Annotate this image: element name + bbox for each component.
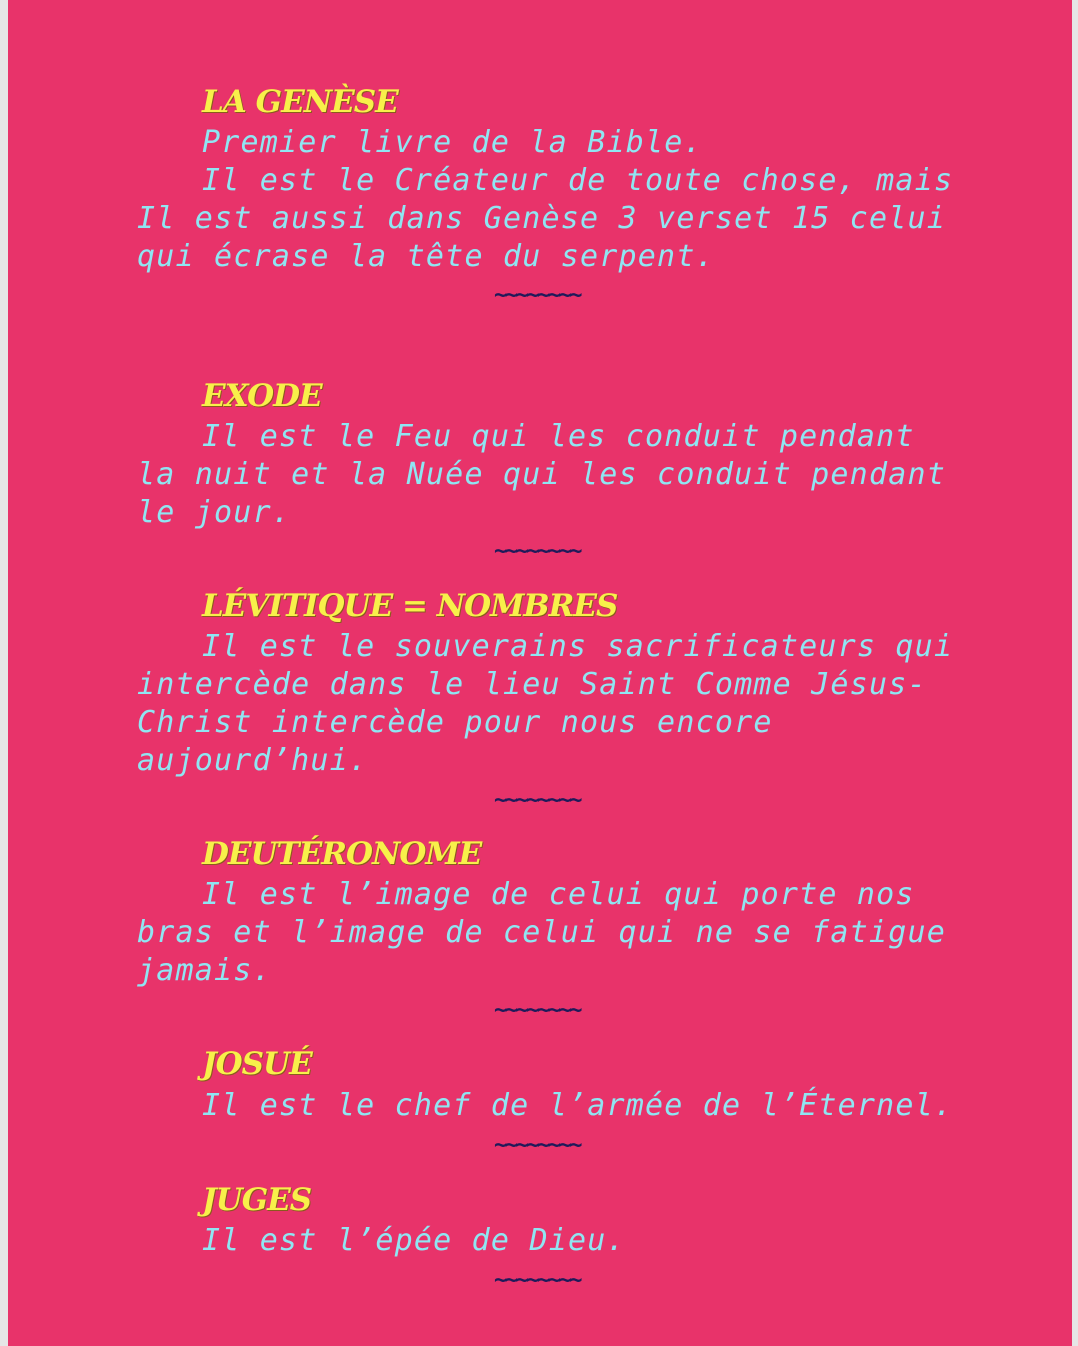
section-text-line: Il est le Créateur de toute chose, mais	[202, 163, 954, 198]
section-heading-genese: LA GENÈSE	[202, 84, 398, 120]
section-text-line: jamais.	[137, 953, 272, 988]
section-text-line: Christ intercède pour nous encore	[137, 705, 773, 740]
section-text-line: qui écrase la tête du serpent.	[137, 239, 715, 274]
section-text-line: Il est l’image de celui qui porte nos	[202, 877, 915, 912]
tilde-separator: ~~~~~~~~	[494, 788, 580, 813]
section-text-line: aujourd’hui.	[137, 743, 369, 778]
section-text-line: Il est aussi dans Genèse 3 verset 15 celui	[137, 201, 946, 236]
section-heading-deuteronome: DEUTÉRONOME	[202, 836, 482, 872]
section-text-line: le jour.	[137, 495, 292, 530]
tilde-separator: ~~~~~~~~	[494, 283, 580, 308]
section-text-line: la nuit et la Nuée qui les conduit pendant	[137, 457, 946, 492]
tilde-separator: ~~~~~~~~	[494, 1268, 580, 1293]
tilde-separator: ~~~~~~~~	[494, 539, 580, 564]
section-heading-levitique-nombres: LÉVITIQUE = NOMBRES	[202, 588, 618, 624]
tilde-separator: ~~~~~~~~	[494, 1133, 580, 1158]
section-heading-josue: JOSUÉ	[202, 1046, 312, 1082]
section-text-line: Il est l’épée de Dieu.	[202, 1223, 626, 1258]
document-page	[8, 0, 1072, 1346]
section-text-line: Il est le souverains sacrificateurs qui	[202, 629, 954, 664]
section-text-line: Il est le chef de l’armée de l’Éternel.	[202, 1088, 954, 1123]
section-heading-exode: EXODE	[202, 378, 322, 414]
section-heading-juges: JUGES	[202, 1182, 312, 1218]
section-text-line: intercède dans le lieu Saint Comme Jésus-	[137, 667, 927, 702]
section-text-line: Premier livre de la Bible.	[202, 125, 703, 160]
section-text-line: bras et l’image de celui qui ne se fatigue	[137, 915, 946, 950]
tilde-separator: ~~~~~~~~	[494, 998, 580, 1023]
section-text-line: Il est le Feu qui les conduit pendant	[202, 419, 915, 454]
